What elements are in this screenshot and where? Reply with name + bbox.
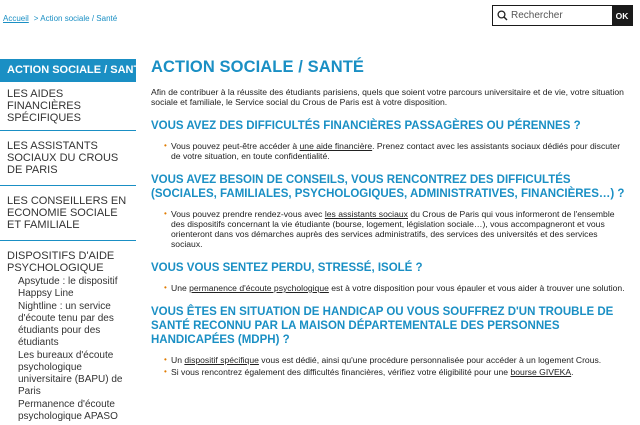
- list-item: [151, 141, 630, 161]
- assistants-sociaux-link[interactable]: les assistants sociaux: [324, 209, 408, 219]
- sidebar: [0, 59, 148, 424]
- text-span: est à votre disposition pour vous épauler et vous aider à trouver une solution.: [328, 283, 625, 293]
- aide-financiere-link[interactable]: une aide financière: [299, 141, 373, 151]
- text-span: . Prenez contact avec les assistants sociaux dédiés pour discuter de votre situation, en toute confidentialité.: [171, 141, 621, 161]
- bourse-giveka-link[interactable]: bourse GIVEKA: [510, 367, 572, 377]
- sidebar-subitem-apsytude[interactable]: Apsytude : le dispositif Happsy Line: [18, 276, 118, 299]
- sidebar-item-conseillers-esf[interactable]: LES CONSEILLERS EN ECONOMIE SOCIALE ET FAMILIALE: [0, 186, 136, 241]
- sidebar-item-action-sociale[interactable]: ACTION SOCIALE / SANTÉ: [0, 59, 136, 82]
- ecoute-psychologique-link[interactable]: permanence d'écoute psychologique: [189, 283, 329, 293]
- search-submit-button[interactable]: OK: [612, 6, 632, 25]
- intro-paragraph: Afin de contribuer à la réussite des étudiants parisiens, quels que soient votre parcours universitaire et de vie, votre situation sociale et familiale, le Service social du Crous de Paris est à votre disposition.: [151, 87, 624, 107]
- sidebar-item-aide-psychologique[interactable]: DISPOSITIFS D'AIDE PSYCHOLOGIQUE: [7, 250, 115, 274]
- section-list-handicap: [151, 355, 630, 377]
- sidebar-item-assistants-sociaux[interactable]: LES ASSISTANTS SOCIAUX DU CROUS DE PARIS: [0, 131, 136, 186]
- sidebar-subitem-bapu[interactable]: Les bureaux d'écoute psychologique universitaire (BAPU) de Paris: [18, 350, 123, 397]
- text-span: Si vous rencontrez également des difficultés financières, vérifiez votre éligibilité pour une: [171, 367, 511, 377]
- search-icon: [493, 6, 511, 25]
- section-list-stress: [151, 283, 630, 293]
- list-item: [151, 355, 630, 365]
- breadcrumb-current: > Action sociale / Santé: [33, 14, 118, 23]
- list-item: [151, 209, 630, 249]
- section-heading-handicap: VOUS ÊTES EN SITUATION DE HANDICAP OU VOUS SOUFFREZ D'UN TROUBLE DE SANTÉ RECONNU PAR LA MAISON DÉPARTEMENTALE DES PERSONNES HANDICAPÉES (MDPH) ?: [151, 306, 614, 346]
- page-title: ACTION SOCIALE / SANTÉ: [151, 58, 365, 76]
- text-span: .: [571, 367, 574, 377]
- text-span: Une: [171, 283, 190, 293]
- breadcrumb: [3, 14, 117, 23]
- main-content: [151, 58, 630, 377]
- text-span: Vous pouvez peut-être accéder à: [171, 141, 300, 151]
- sidebar-item-aides-financieres[interactable]: LES AIDES FINANCIÈRES SPÉCIFIQUES: [0, 82, 136, 131]
- dispositif-specifique-link[interactable]: dispositif spécifique: [184, 355, 259, 365]
- text-span: du Crous de Paris qui vous informeront de l'ensemble des dispositifs concernant la vie étudiante (bourse, logement, législation sociale…), vous accompagneront et vous orienteront dans vos démarches auprès des services administratifs, des services des universités et des services sociaux.: [171, 209, 615, 249]
- list-item: [151, 367, 630, 377]
- list-item: [151, 283, 630, 293]
- search-input[interactable]: [511, 7, 611, 25]
- text-span: vous est dédié, ainsi qu'une procédure personnalisée pour accéder à un logement Crous.: [258, 355, 602, 365]
- sidebar-subitem-apaso[interactable]: Permanence d'écoute psychologique APASO: [18, 399, 118, 422]
- section-heading-financial: VOUS AVEZ DES DIFFICULTÉS FINANCIÈRES PASSAGÈRES OU PÉRENNES ?: [151, 120, 581, 132]
- search-box: [492, 5, 633, 26]
- breadcrumb-home-link[interactable]: Accueil: [3, 14, 29, 23]
- section-list-financial: [151, 141, 630, 161]
- section-list-conseils: [151, 209, 630, 249]
- section-heading-stress: VOUS VOUS SENTEZ PERDU, STRESSÉ, ISOLÉ ?: [151, 262, 423, 274]
- sidebar-subitem-nightline[interactable]: Nightline : un service d'écoute tenu par des étudiants pour des étudiants: [18, 301, 114, 348]
- text-span: Vous pouvez prendre rendez-vous avec: [171, 209, 325, 219]
- section-heading-conseils: VOUS AVEZ BESOIN DE CONSEILS, VOUS RENCONTREZ DES DIFFICULTÉS (SOCIALES, FAMILIALES, PSYCHOLOGIQUES, ADMINISTRATIVES, FINANCIÈRES…) ?: [151, 174, 625, 200]
- text-span: Un: [171, 355, 185, 365]
